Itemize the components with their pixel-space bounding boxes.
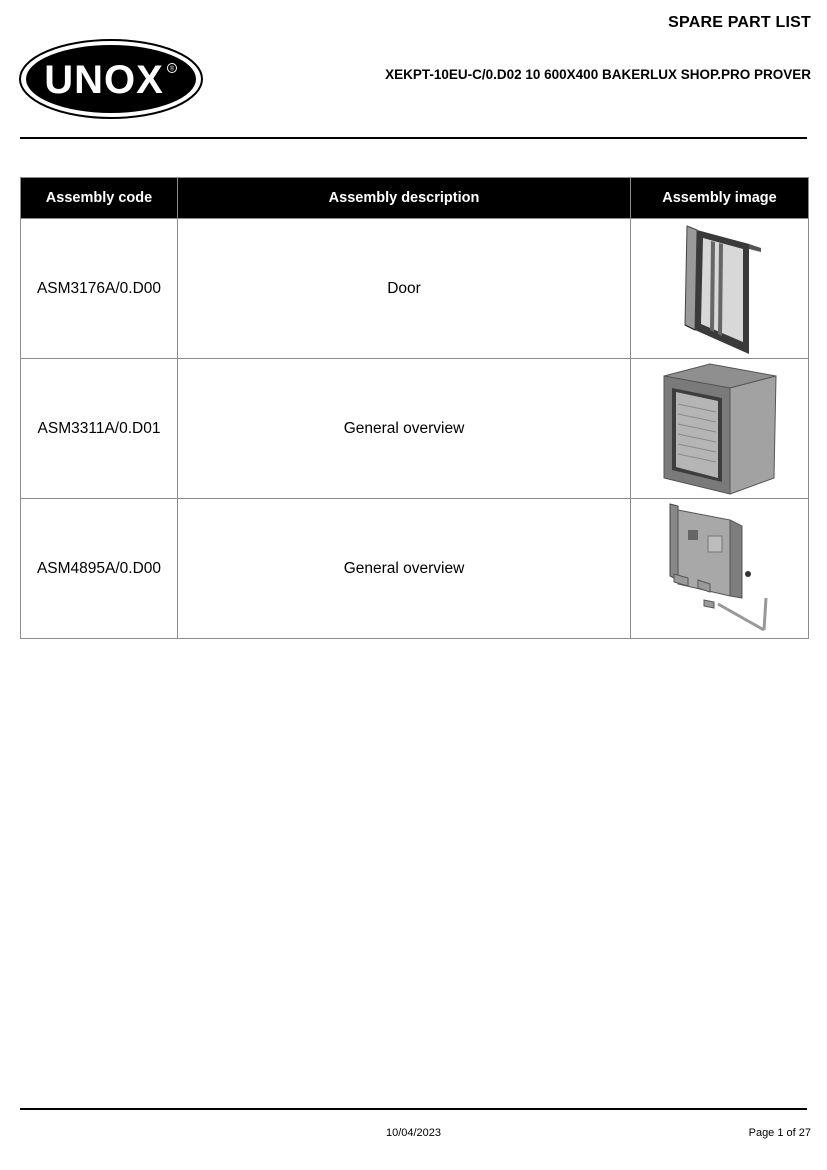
column-header-image: Assembly image [631, 178, 809, 219]
logo-wordmark: UNOX [44, 58, 164, 102]
cabinet-assembly-image[interactable] [658, 362, 782, 496]
product-title: XEKPT-10EU-C/0.D02 10 600X400 BAKERLUX SHOP.PRO PROVER [385, 67, 811, 82]
column-header-code: Assembly code [21, 178, 178, 219]
table-row [21, 499, 809, 639]
assembly-code[interactable]: ASM3176A/0.D00 [21, 219, 178, 359]
column-header-description: Assembly description [178, 178, 631, 219]
registered-mark: ® [169, 66, 175, 73]
print-date: 10/04/2023 [385, 1127, 442, 1139]
footer-divider [20, 1108, 807, 1110]
assembly-code[interactable]: ASM3311A/0.D01 [21, 359, 178, 499]
page-number: Page 1 of 27 [748, 1127, 811, 1139]
door-assembly-image[interactable] [665, 222, 775, 356]
header-divider [20, 137, 807, 139]
table-row [21, 219, 809, 359]
assembly-image-cell [631, 359, 809, 499]
assembly-image-cell [631, 499, 809, 639]
assembly-code[interactable]: ASM4895A/0.D00 [21, 499, 178, 639]
assembly-table [20, 177, 809, 639]
back-panel-assembly-image[interactable] [658, 500, 782, 638]
assembly-description: General overview [178, 359, 631, 499]
table-row [21, 359, 809, 499]
assembly-description: Door [178, 219, 631, 359]
assembly-image-cell [631, 219, 809, 359]
unox-logo [18, 38, 204, 120]
table-header-row [21, 178, 809, 219]
assembly-description: General overview [178, 499, 631, 639]
document-title: SPARE PART LIST [668, 14, 811, 31]
